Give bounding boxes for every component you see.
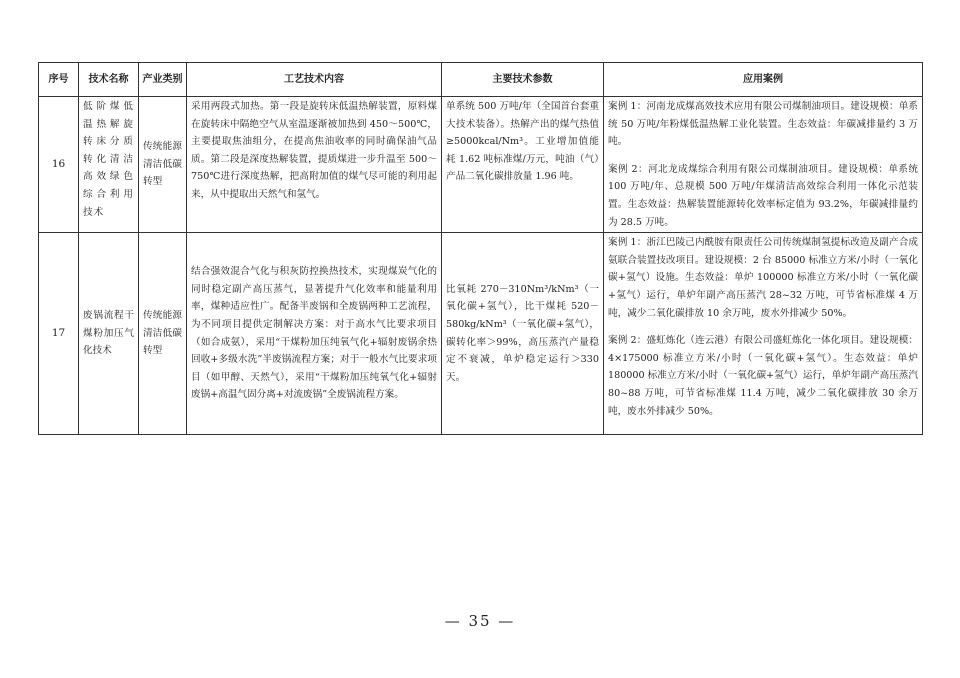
application-cases [604,97,923,233]
header-category: 产业类别 [139,63,187,97]
case-1: 案例 1：河南龙成煤高效技术应用有限公司煤制油项目。建设规模：单系统 50 万吨/年粉煤低温热解工业化装置。生态效益：年碳减排量约 3 万吨。 [608,101,918,148]
technology-table [38,62,923,435]
table-row [39,233,923,435]
industry-category: 传统能源清洁低碳转型 [139,233,187,435]
header-process: 工艺技术内容 [187,63,442,97]
industry-category: 传统能源清洁低碳转型 [139,97,187,233]
header-cases: 应用案例 [604,63,923,97]
tech-name: 低阶煤低温热解旋转床分质转化清洁高效绿色综合利用技术 [79,97,139,233]
row-number: 17 [39,233,79,435]
process-content: 采用两段式加热。第一段是旋转床低温热解装置，原料煤在旋转床中隔绝空气从室温逐渐被加热到 450～500℃，主要提取焦油组分，在提高焦油收率的同时确保油气品质。第二段是深度热解装置，提质煤进一步升温至 500～750℃进行深度热解，把高附加值的煤气尽可能的利用起来，从中提取出天然气和氢气。 [187,97,442,233]
page-number: — 35 — [444,612,516,630]
table-header-row [39,63,923,97]
header-no: 序号 [39,63,79,97]
process-content: 结合强效混合气化与积灰防控换热技术，实现煤炭气化的同时稳定副产高压蒸气，显著提升气化效率和能量利用率，煤种适应性广。配备半废锅和全废锅两种工艺流程，为不同项目提供定制解决方案：对于高水气比要求项目（如合成氨），采用“干煤粉加压纯氧气化+辐射废锅余热回收+多级水洗”半废锅流程方案；对于一般水气比要求项目（如甲醇、天然气），采用“干煤粉加压纯氧气化+辐射废锅+高温气固分离+对流废锅”全废锅流程方案。 [187,233,442,435]
header-params: 主要技术参数 [442,63,604,97]
case-2: 案例 2：河北龙成煤综合利用有限公司煤制油项目。建设规模：单系统 100 万吨/年、总规模 500 万吨/年煤清洁高效综合利用一体化示范装置。生态效益：热解装置能源转化效率标定值为 93.2%，年碳减排量约为 28.5 万吨。 [608,163,918,228]
tech-name: 废锅流程干煤粉加压气化技术 [79,233,139,435]
case-2: 案例 2：盛虹炼化（连云港）有限公司盛虹炼化一体化项目。建设规模：4×175000 标准立方米/小时（一氧化碳+氢气）。生态效益：单炉 180000 标准立方米/小时（一氧化碳+氢气）运行，单炉年副产高压蒸汽 80~88 万吨，可节省标准煤 11.4 万吨，减少二氧化碳排放 30 余万吨，废水外排减少 50%。 [608,335,918,417]
header-name: 技术名称 [79,63,139,97]
case-1: 案例 1：浙江巴陵己内酰胺有限责任公司传统煤制氢提标改造及副产合成氨联合装置技改项目。建设规模：2 台 85000 标准立方米/小时（一氧化碳+氢气）设施。生态效益：单炉 100000 标准立方米/小时（一氧化碳+氢气）运行，单炉年副产高压蒸汽 28~32 万吨，可节省标准煤 4 万吨，减少二氧化碳排放 10 余万吨，废水外排减少 50%。 [608,237,918,319]
table-row [39,97,923,233]
application-cases [604,233,923,435]
tech-params: 单系统 500 万吨/年（全国首台套重大技术装备）。热解产出的煤气热值≥5000kcal/Nm³。工业增加值能耗 1.62 吨标准煤/万元，吨油（气）产品二氧化碳排放量 1.96 吨。 [442,97,604,233]
tech-params: 比氧耗 270－310Nm³/kNm³（一氧化碳+氢气），比干煤耗 520－580kg/kNm³（一氧化碳+氢气），碳转化率＞99%，高压蒸汽产量稳定不衰减，单炉稳定运行＞330 天。 [442,233,604,435]
row-number: 16 [39,97,79,233]
